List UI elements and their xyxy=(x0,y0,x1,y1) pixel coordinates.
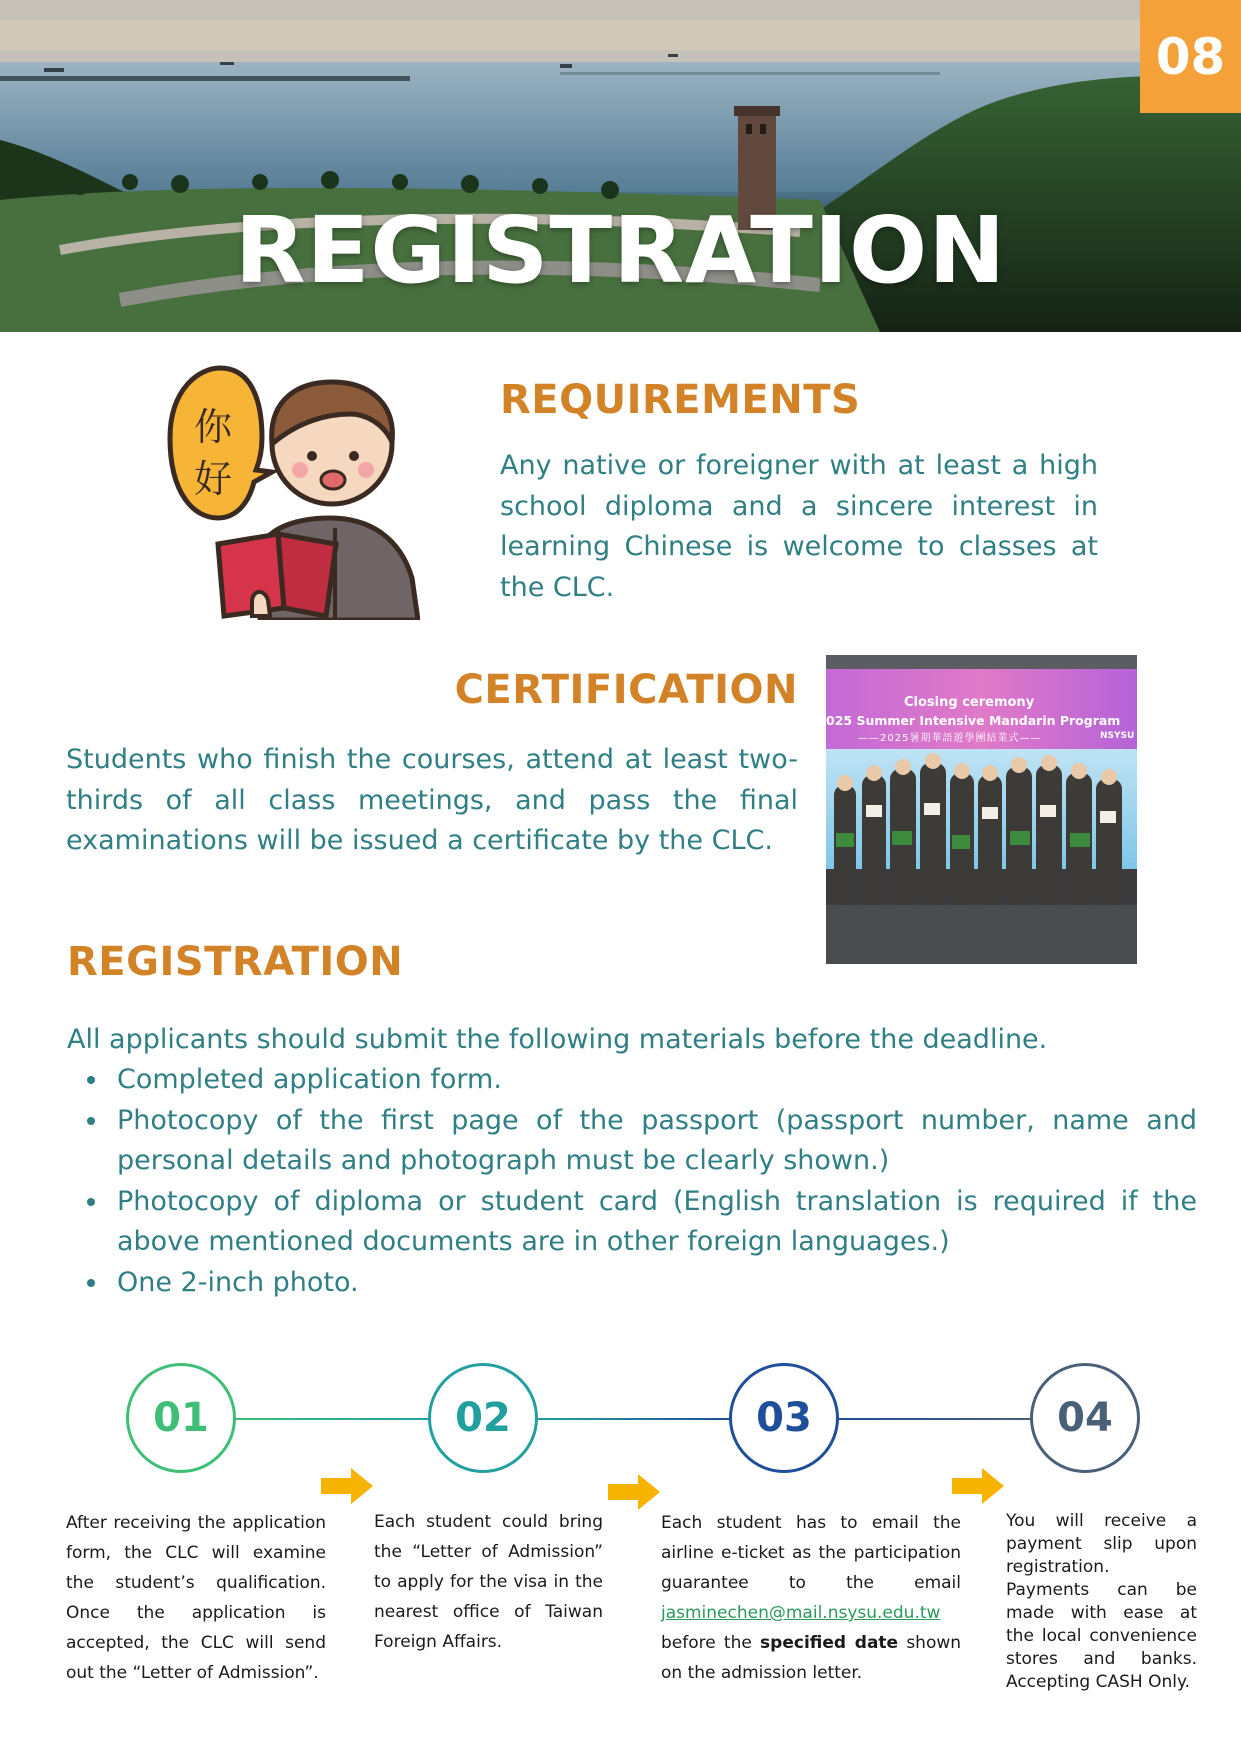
bullet-icon xyxy=(87,1198,95,1206)
step-4-description: You will receive a payment slip upon registration. Payments can be made with ease at the local convenience stores and banks. Accepting CASH Only. xyxy=(1006,1511,1197,1692)
step-4-circle: 04 xyxy=(1030,1363,1140,1473)
arrow-right-icon xyxy=(952,1468,1004,1504)
registration-intro: All applicants should submit the following materials before the deadline. xyxy=(67,1024,1048,1055)
closing-ceremony-photo xyxy=(826,655,1137,964)
step-3-text-mid: before the xyxy=(661,1633,752,1653)
page-number-badge: 08 xyxy=(1140,0,1241,113)
list-item xyxy=(67,1263,1197,1304)
step-connector xyxy=(536,1418,732,1420)
step-3-circle: 03 xyxy=(729,1363,839,1473)
bubble-char-2: 好 xyxy=(194,457,233,501)
photo-caption-chinese: ——2025暑期華語遊學團結業式—— xyxy=(858,733,1042,744)
step-2-circle: 02 xyxy=(428,1363,538,1473)
step-3-text-bold: specified date xyxy=(760,1633,899,1653)
photo-caption-title: Closing ceremony xyxy=(904,695,1035,710)
photo-caption-program: 025 Summer Intensive Mandarin Program xyxy=(826,713,1121,728)
list-item-text: Photocopy of diploma or student card (English translation is required if the above mentioned documents are in other foreign languages.) xyxy=(117,1185,1197,1257)
hero-banner xyxy=(0,0,1241,332)
certification-heading: CERTIFICATION xyxy=(454,667,798,713)
step-3-text-before: Each student has to email the airline e-ticket as the participation guarantee to the email xyxy=(661,1513,961,1593)
hero-title: REGISTRATION xyxy=(234,197,1007,304)
list-item xyxy=(67,1101,1197,1182)
registration-heading: REGISTRATION xyxy=(67,939,404,985)
step-2-description: Each student could bring the “Letter of Admission” to apply for the visa in the nearest office of Taiwan Foreign Affairs. xyxy=(374,1512,603,1652)
arrow-right-icon xyxy=(321,1468,373,1504)
list-item xyxy=(67,1182,1197,1263)
step-1-circle: 01 xyxy=(126,1363,236,1473)
bubble-char-1: 你 xyxy=(194,405,233,449)
nsysu-logo: NSYSU xyxy=(1100,731,1135,741)
step-3-description xyxy=(661,1508,961,1688)
student-reading-illustration xyxy=(160,358,420,620)
requirements-text: Any native or foreigner with at least a high school diploma and a sincere interest in learning Chinese is welcome to classes at the CLC. xyxy=(500,450,1098,603)
arrow-right-icon xyxy=(608,1474,660,1510)
bullet-icon xyxy=(87,1076,95,1084)
bullet-icon xyxy=(87,1279,95,1287)
step-connector xyxy=(837,1418,1033,1420)
bullet-icon xyxy=(87,1117,95,1125)
registration-materials-list xyxy=(67,1060,1197,1303)
list-item-text: One 2-inch photo. xyxy=(117,1266,359,1298)
list-item xyxy=(67,1060,1197,1101)
certification-text: Students who finish the courses, attend at least two-thirds of all class meetings, and pass the final examinations will be issued a certificate by the CLC. xyxy=(66,744,798,856)
list-item-text: Photocopy of the first page of the passport (passport number, name and personal details and photograph must be clearly shown.) xyxy=(117,1104,1197,1176)
step-connector xyxy=(234,1418,430,1420)
list-item-text: Completed application form. xyxy=(117,1064,502,1095)
step-1-description: After receiving the application form, the CLC will examine the student’s qualification. Once the application is accepted, the CLC will send out the “Letter of Admission”. xyxy=(66,1513,326,1683)
contact-email-link[interactable]: jasminechen@mail.nsysu.edu.tw xyxy=(661,1603,941,1623)
requirements-heading: REQUIREMENTS xyxy=(500,377,861,423)
step-3-text-after: shown on the admission letter. xyxy=(661,1633,962,1683)
